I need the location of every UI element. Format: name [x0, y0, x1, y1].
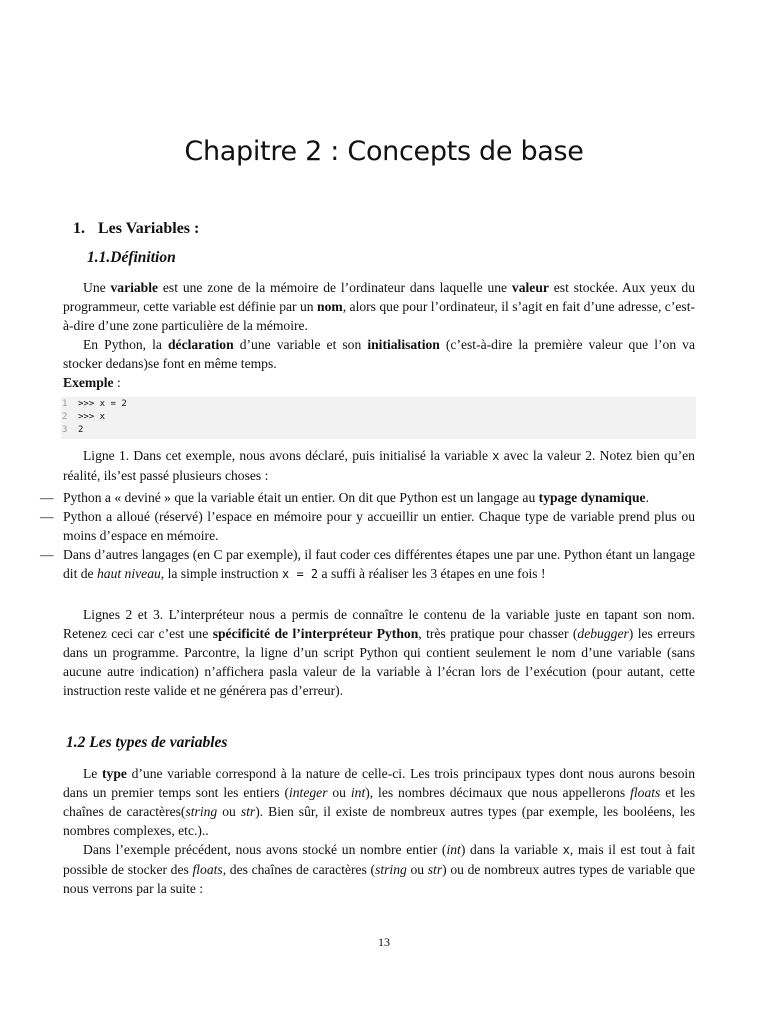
types-text: [63, 764, 695, 898]
example-label-line: [63, 373, 695, 392]
line-number: 2: [62, 412, 68, 422]
example-label: Exemple: [63, 375, 114, 390]
text-run: Python a « deviné » que la variable était un entier. On dit que Python est un langage au: [63, 490, 539, 505]
types-paragraph-1: [63, 764, 695, 840]
text-run: ou: [217, 804, 241, 819]
list-item: [40, 488, 695, 507]
explanation-paragraph: [63, 446, 695, 485]
text-run: a suffi à réaliser les 3 étapes en une fois !: [318, 566, 546, 581]
bold-term: typage dynamique: [538, 490, 646, 505]
lines-2-3-paragraph: [63, 605, 695, 700]
text-run: avec la valeur 2. Notez bien qu’en réalité, ils’est passé plusieurs choses :: [63, 448, 695, 483]
explanation-text: [63, 446, 695, 485]
line-number: 1: [62, 399, 68, 409]
text-run: , mais il est tout à fait possible de stocker des: [63, 842, 696, 877]
text-run: Le: [83, 766, 103, 781]
italic-term: haut niveau: [96, 566, 161, 581]
text-run: ) les erreurs dans un programme. Parcontre, la ligne d’un script Python qui contient seulement le nom d’une variable (sans aucune autre indication) n’affichera pasla valeur de la variable à l’écran lors de l’exécution (pour autant, cette instruction reste valide et ne générera pas d’erreur).: [63, 626, 695, 698]
section-title: Les Variables :: [98, 220, 200, 237]
bold-term: spécificité de l’interpréteur Python: [212, 626, 419, 641]
text-run: Une: [83, 280, 111, 295]
text-run: En Python, la: [83, 337, 168, 352]
text-run: (c’est-à-dire la première valeur que l’on va stocker dedans)se font en même temps.: [63, 337, 695, 371]
chapter-separator: :: [322, 136, 348, 167]
text-run: ou: [406, 862, 428, 877]
text-run: d’une variable correspond à la nature de celle-ci. Les trois principaux types dont nous aurons besoin dans un premier temps sont les entiers (: [63, 766, 695, 800]
text-run: ), les nombres décimaux que nous appellerons: [365, 785, 631, 800]
bold-term: valeur: [511, 280, 549, 295]
text-run: d’une variable et son: [233, 337, 368, 352]
chapter-name: Concepts de base: [347, 136, 584, 167]
text-run: ). Bien sûr, il existe de nombreux autres types (par exemple, les booléens, les nombres complexes, etc.)..: [63, 804, 696, 838]
italic-term: int: [446, 842, 461, 857]
bold-term: initialisation: [367, 337, 440, 352]
code-text: >>> x: [78, 412, 106, 422]
text-run: Dans d’autres langages (en C par exemple), il faut coder ces différentes étapes une par une. Python étant un langage dit de: [63, 547, 695, 581]
italic-term: integer: [288, 785, 328, 800]
list-item-text: [63, 545, 695, 584]
definition-text: [63, 278, 695, 392]
lines-2-3-text: [63, 605, 695, 700]
chapter-title: [0, 136, 768, 167]
list-item: [40, 507, 695, 545]
chapter-prefix: Chapitre 2: [184, 136, 323, 167]
inline-code: x: [492, 449, 500, 463]
list-item: [40, 545, 695, 584]
text-run: est stockée. Aux yeux du programmeur, cette variable est définie par un: [63, 280, 696, 314]
dash-marker: —: [40, 509, 54, 524]
page-number: 13: [378, 935, 390, 949]
code-text: 2: [78, 425, 84, 435]
italic-term: str: [427, 862, 443, 877]
code-line: [61, 398, 696, 411]
italic-term: floats: [630, 785, 661, 800]
line-number: 3: [62, 425, 68, 435]
code-line: [61, 424, 696, 437]
bullet-list: [40, 488, 695, 584]
text-run: :: [113, 375, 121, 390]
subsection-heading-definition: 1.1.Définition: [87, 249, 176, 266]
bold-term: variable: [110, 280, 159, 295]
definition-paragraph-2: [63, 335, 695, 373]
section-heading-variables: [73, 220, 199, 238]
text-run: Dans l’exemple précédent, nous avons stocké un nombre entier (: [83, 842, 447, 857]
code-block: [61, 397, 696, 439]
text-run: , très pratique pour chasser (: [418, 626, 578, 641]
text-run: .: [645, 490, 649, 505]
definition-paragraph-1: [63, 278, 695, 335]
text-run: est une zone de la mémoire de l’ordinateur dans laquelle une: [158, 280, 512, 295]
text-run: ou: [327, 785, 351, 800]
text-run: Ligne 1. Dans cet exemple, nous avons déclaré, puis initialisé la variable: [83, 448, 493, 463]
inline-code: x = 2: [282, 567, 319, 581]
inline-code: x: [562, 843, 570, 857]
subsection-heading-types: 1.2 Les types de variables: [66, 734, 228, 751]
text-run: ) ou de nombreux autres types de variable que nous verrons par la suite :: [63, 862, 695, 896]
text-run: , alors que pour l’ordinateur, il s’agit en fait d’une adresse, c’est-à-dire d’une zone particulière de la mémoire.: [63, 299, 695, 333]
italic-term: string: [185, 804, 218, 819]
section-number: 1.: [73, 220, 85, 237]
text-run: ) dans la variable: [460, 842, 563, 857]
bold-term: type: [102, 766, 127, 781]
dash-marker: —: [40, 547, 54, 562]
italic-term: debugger: [577, 626, 629, 641]
text-run: Lignes 2 et 3. L’interpréteur nous a permis de connaître le contenu de la variable juste en tapant son nom. Retenez ceci car c’est une: [63, 607, 695, 641]
code-text: >>> x = 2: [78, 399, 127, 409]
italic-term: string: [375, 862, 407, 877]
code-line: [61, 411, 696, 424]
italic-term: str: [240, 804, 256, 819]
list-item-text: [63, 488, 695, 507]
text-run: et les chaînes de caractères(: [63, 785, 695, 819]
types-paragraph-2: [63, 840, 695, 898]
italic-term: int: [350, 785, 366, 800]
text-run: , la simple instruction: [160, 566, 282, 581]
italic-term: floats: [192, 862, 223, 877]
list-item-text: Python a alloué (réservé) l’espace en mémoire pour y accueillir un entier. Chaque type de variable prend plus ou moins d’espace en mémoire.: [63, 509, 695, 543]
bold-term: nom: [317, 299, 343, 314]
dash-marker: —: [40, 490, 54, 505]
text-run: , des chaînes de caractères (: [222, 862, 376, 877]
bold-term: déclaration: [167, 337, 234, 352]
